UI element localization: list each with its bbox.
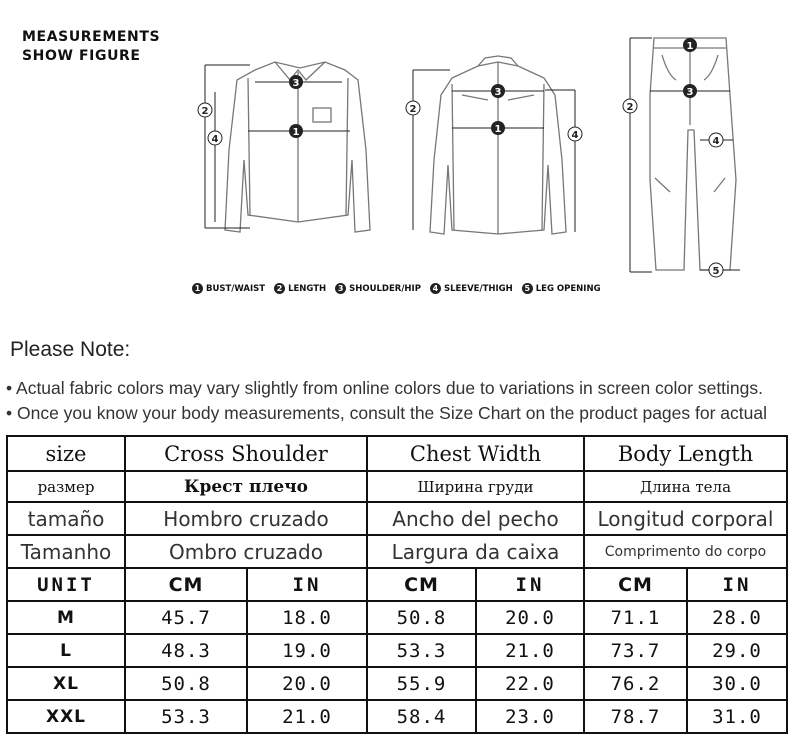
legend-item-shoulder-hip: [335, 283, 421, 294]
header-cross-shoulder-ru: Крест плечо: [125, 471, 367, 502]
svg-text:1: 1: [292, 127, 300, 138]
header-chest-width: Chest Width: [367, 436, 584, 471]
value-cell: 53.3: [367, 634, 476, 667]
value-cell: 22.0: [476, 667, 584, 700]
note-line-colors: • Actual fabric colors may vary slightly from online colors due to variations in screen color settings.: [6, 378, 764, 398]
unit-cm: CM: [367, 568, 476, 601]
marker-4-pants: [709, 133, 723, 147]
legend-label: BUST/WAIST: [206, 283, 266, 294]
header-chest-width-es: Ancho del pecho: [367, 502, 584, 535]
marker-4-jacket: [568, 127, 582, 141]
legend-number: 1: [192, 283, 203, 294]
unit-cm: CM: [125, 568, 247, 601]
svg-text:2: 2: [409, 104, 417, 115]
value-cell: 73.7: [584, 634, 687, 667]
header-body-length-pt: Comprimento do corpo: [584, 535, 787, 568]
legend-item-sleeve-thigh: [430, 283, 513, 294]
table-row: [7, 601, 787, 634]
header-size-es: tamaño: [7, 502, 125, 535]
size-chart-table: [6, 435, 788, 734]
marker-2-shirt: [198, 103, 212, 117]
table-row: [7, 700, 787, 733]
header-cross-shoulder-es: Hombro cruzado: [125, 502, 367, 535]
pants-figure: [650, 38, 736, 270]
value-cell: 50.8: [367, 601, 476, 634]
legend-label: SHOULDER/HIP: [349, 283, 421, 294]
marker-1-jacket: [491, 121, 505, 135]
marker-2-pants: [623, 99, 637, 113]
header-chest-width-pt: Largura da caixa: [367, 535, 584, 568]
marker-2-jacket: [406, 101, 420, 115]
svg-text:2: 2: [201, 106, 209, 117]
garment-figures: [0, 0, 790, 300]
legend-item-bust-waist: [192, 283, 265, 294]
title-line-1: MEASUREMENTS: [22, 29, 161, 45]
value-cell: 45.7: [125, 601, 247, 634]
svg-text:4: 4: [712, 136, 720, 147]
value-cell: 20.0: [476, 601, 584, 634]
value-cell: 28.0: [687, 601, 787, 634]
size-cell: L: [7, 634, 125, 667]
header-size-ru: размер: [7, 471, 125, 502]
legend-number: 4: [430, 283, 441, 294]
svg-text:3: 3: [292, 78, 300, 89]
value-cell: 53.3: [125, 700, 247, 733]
header-row-spanish: [7, 502, 787, 535]
svg-text:4: 4: [571, 130, 579, 141]
marker-5-pants: [709, 263, 723, 277]
measurement-legend: [192, 283, 601, 294]
svg-text:3: 3: [494, 87, 502, 98]
legend-item-length: [274, 283, 326, 294]
header-body-length-es: Longitud corporal: [584, 502, 787, 535]
value-cell: 71.1: [584, 601, 687, 634]
svg-text:1: 1: [686, 41, 694, 52]
value-cell: 55.9: [367, 667, 476, 700]
note-title: Please Note:: [10, 338, 131, 361]
value-cell: 78.7: [584, 700, 687, 733]
unit-in: IN: [247, 568, 367, 601]
header-size-pt: Tamanho: [7, 535, 125, 568]
note-line-measurements: • Once you know your body measurements, consult the Size Chart on the product pages for actual: [6, 403, 767, 423]
legend-item-leg-opening: [522, 283, 601, 294]
legend-number: 5: [522, 283, 533, 294]
jacket-figure: [430, 56, 566, 234]
svg-text:1: 1: [494, 124, 502, 135]
header-row-russian: [7, 471, 787, 502]
marker-3-jacket: [491, 84, 505, 98]
value-cell: 50.8: [125, 667, 247, 700]
value-cell: 29.0: [687, 634, 787, 667]
unit-row: [7, 568, 787, 601]
header-size: size: [7, 436, 125, 471]
value-cell: 23.0: [476, 700, 584, 733]
legend-label: LEG OPENING: [535, 283, 601, 294]
unit-in: IN: [476, 568, 584, 601]
value-cell: 48.3: [125, 634, 247, 667]
value-cell: 21.0: [476, 634, 584, 667]
value-cell: 76.2: [584, 667, 687, 700]
header-row-portuguese: [7, 535, 787, 568]
marker-3-pants: [683, 84, 697, 98]
size-cell: XXL: [7, 700, 125, 733]
legend-label: SLEEVE/THIGH: [443, 283, 513, 294]
legend-number: 3: [335, 283, 346, 294]
table-row: [7, 634, 787, 667]
value-cell: 30.0: [687, 667, 787, 700]
legend-label: LENGTH: [288, 283, 327, 294]
svg-text:2: 2: [626, 102, 634, 113]
marker-1-shirt: [289, 124, 303, 138]
header-cross-shoulder: Cross Shoulder: [125, 436, 367, 471]
value-cell: 20.0: [247, 667, 367, 700]
value-cell: 18.0: [247, 601, 367, 634]
header-row-english: [7, 436, 787, 471]
unit-label: UNIT: [7, 568, 125, 601]
header-body-length: Body Length: [584, 436, 787, 471]
unit-in: IN: [687, 568, 787, 601]
marker-4-shirt: [208, 131, 222, 145]
header-chest-width-ru: Ширина груди: [367, 471, 584, 502]
svg-text:4: 4: [211, 134, 219, 145]
size-cell: XL: [7, 667, 125, 700]
value-cell: 31.0: [687, 700, 787, 733]
svg-text:5: 5: [712, 266, 720, 277]
unit-cm: CM: [584, 568, 687, 601]
svg-text:3: 3: [686, 87, 694, 98]
value-cell: 58.4: [367, 700, 476, 733]
marker-3-shirt: [289, 75, 303, 89]
value-cell: 19.0: [247, 634, 367, 667]
legend-number: 2: [274, 283, 285, 294]
header-body-length-ru: Длина тела: [584, 471, 787, 502]
title-line-2: SHOW FIGURE: [22, 48, 141, 64]
header-cross-shoulder-pt: Ombro cruzado: [125, 535, 367, 568]
marker-1-pants: [683, 38, 697, 52]
table-row: [7, 667, 787, 700]
size-cell: M: [7, 601, 125, 634]
value-cell: 21.0: [247, 700, 367, 733]
